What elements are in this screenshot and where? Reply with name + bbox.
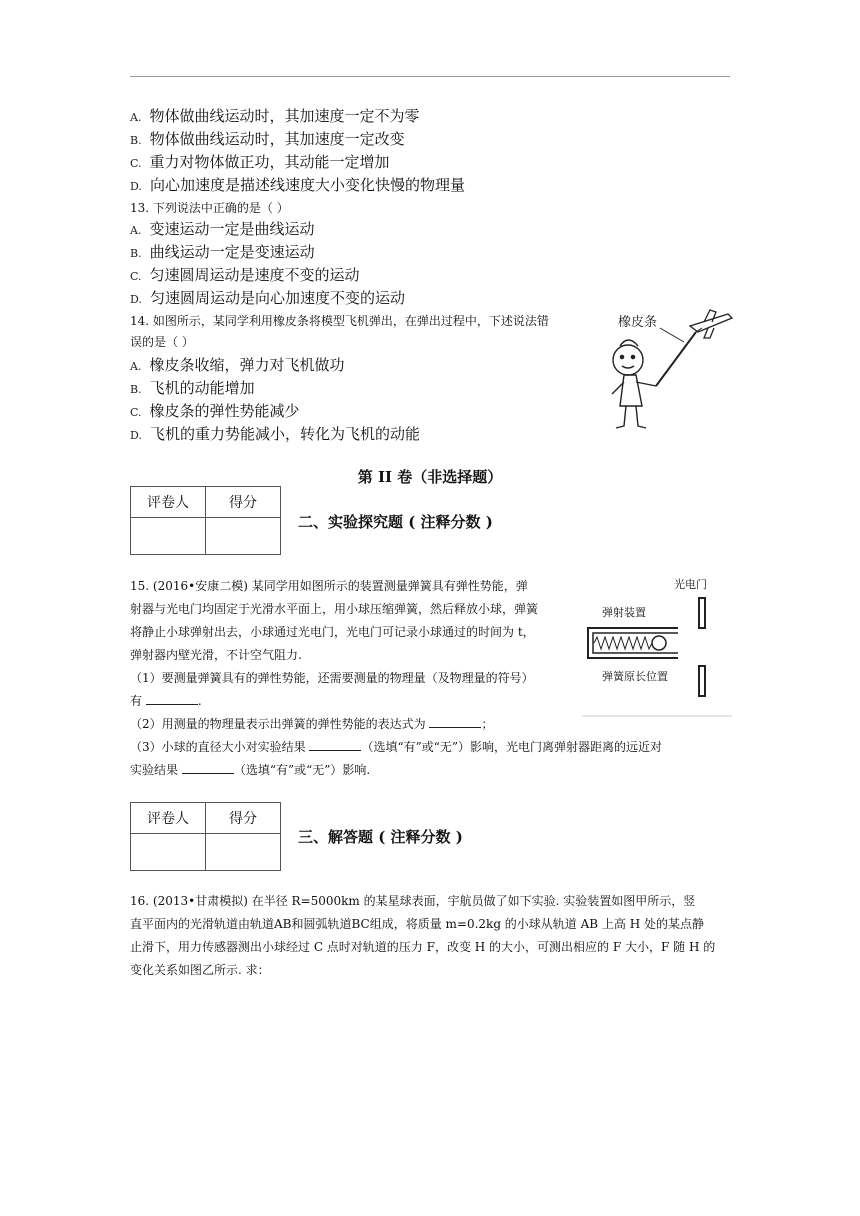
plane-icon (690, 310, 732, 338)
rubber-band-label: 橡皮条 (618, 315, 658, 330)
q15-figure (582, 570, 732, 720)
q14-option-d[interactable] (130, 423, 420, 444)
option-text: 飞机的动能增加 (149, 379, 255, 397)
option-letter: B. (130, 383, 142, 396)
q13-option-d[interactable] (130, 287, 405, 308)
q15-line: （1）要测量弹簧具有的弹性势能，还需要测量的物理量（及物理量的符号） (130, 671, 534, 685)
option-text: 匀速圆周运动是向心加速度不变的运动 (149, 289, 405, 307)
q15-line: 弹射器内壁光滑，不计空气阻力. (130, 648, 302, 662)
q14-figure (600, 302, 738, 438)
q13-option-c[interactable] (130, 264, 360, 285)
score-cell[interactable] (206, 518, 281, 555)
score-header: 得分 (206, 803, 281, 834)
q15-line-7: （2）用测量的物理量表示出弹簧的弹性势能的表达式为 ； (130, 717, 494, 731)
photogate-bottom (699, 666, 705, 696)
spring-icon (594, 637, 652, 649)
label-pointer (660, 328, 684, 342)
stick (656, 332, 696, 386)
score-table-2 (130, 802, 281, 871)
q14-stem-line2: 误的是（ ） (130, 335, 194, 349)
launcher-label: 弹射装置 (602, 606, 646, 619)
option-text: 物体做曲线运动时，其加速度一定不为零 (149, 107, 420, 125)
section2-title: 二、实验探究题 ( 注释分数 ) (298, 513, 493, 531)
option-text: 飞机的重力势能减小，转化为飞机的动能 (149, 425, 420, 443)
q12-option-b[interactable] (130, 128, 405, 149)
option-letter: C. (130, 406, 142, 419)
header-rule (130, 76, 730, 77)
q13-stem: 13. 下列说法中正确的是（ ） (130, 201, 289, 215)
q16-line: 直平面内的光滑轨道由轨道AB和圆弧轨道BC组成，将质量 m=0.2kg 的小球从轨道 AB 上高 H 处的某点静 (130, 917, 705, 931)
q15-body-cont (130, 713, 750, 782)
option-letter: D. (130, 293, 142, 306)
section3-title: 三、解答题 ( 注释分数 ) (298, 828, 463, 846)
answer-blank-4[interactable] (182, 761, 234, 774)
reviewer-header: 评卷人 (131, 487, 206, 518)
q13-option-a[interactable] (130, 218, 314, 239)
answer-blank-2[interactable] (429, 715, 481, 728)
q15-line-9: 实验结果 （选填“有”或“无”）影响. (130, 763, 371, 777)
q15-line: 将静止小球弹射出去，小球通过光电门，光电门可记录小球通过的时间为 t， (130, 625, 535, 639)
q16-line: 变化关系如图乙所示. 求： (130, 963, 270, 977)
option-text: 橡皮条收缩，弹力对飞机做功 (149, 356, 345, 374)
option-letter: D. (130, 429, 142, 442)
q15-line-6: 有 . (130, 694, 202, 708)
option-text: 曲线运动一定是变速运动 (149, 243, 315, 261)
q15-line: 15. (2016•安康二模) 某同学用如图所示的装置测量弹簧具有弹性势能，弹 (130, 579, 528, 593)
ball-icon (652, 636, 666, 650)
q13-option-b[interactable] (130, 241, 315, 262)
option-letter: A. (130, 224, 142, 237)
q15-body (130, 575, 570, 713)
option-text: 变速运动一定是曲线运动 (149, 220, 315, 238)
q16-body (130, 890, 750, 982)
gate-label: 光电门 (674, 578, 707, 591)
spring-position-label: 弹簧原长位置 (602, 670, 668, 683)
score-table-1 (130, 486, 281, 555)
q12-option-d[interactable] (130, 174, 465, 195)
photogate-top (699, 598, 705, 628)
option-letter: A. (130, 360, 142, 373)
q14-stem-line1: 14. 如图所示，某同学利用橡皮条将模型飞机弹出，在弹出过程中，下述说法错 (130, 314, 549, 328)
q15-line-8: （3）小球的直径大小对实验结果 （选填“有”或“无”）影响，光电门离弹射器距离的远近对 (130, 740, 663, 754)
q12-option-c[interactable] (130, 151, 390, 172)
option-text: 物体做曲线运动时，其加速度一定改变 (149, 130, 405, 148)
q16-line: 止滑下，用力传感器测出小球经过 C 点时对轨道的压力 F，改变 H 的大小，可测出相应的 F 大小，F 随 H 的 (130, 940, 716, 954)
option-text: 向心加速度是描述线速度大小变化快慢的物理量 (149, 176, 465, 194)
option-letter: D. (130, 180, 142, 193)
answer-blank-3[interactable] (309, 738, 361, 751)
q14-option-b[interactable] (130, 377, 255, 398)
option-letter: C. (130, 270, 142, 283)
score-header: 得分 (206, 487, 281, 518)
q15-line: 射器与光电门均固定于光滑水平面上，用小球压缩弹簧，然后释放小球，弹簧 (130, 602, 539, 616)
score-cell[interactable] (206, 834, 281, 871)
option-letter: B. (130, 134, 142, 147)
option-text: 重力对物体做正功，其动能一定增加 (149, 153, 390, 171)
reviewer-cell[interactable] (131, 834, 206, 871)
option-letter: C. (130, 157, 142, 170)
q14-option-a[interactable] (130, 354, 344, 375)
q14-option-c[interactable] (130, 400, 300, 421)
reviewer-header: 评卷人 (131, 803, 206, 834)
option-text: 匀速圆周运动是速度不变的运动 (149, 266, 360, 284)
option-text: 橡皮条的弹性势能减少 (149, 402, 300, 420)
child-figure-icon (612, 340, 656, 428)
part2-heading: 第 II 卷（非选择题） (357, 468, 503, 486)
reviewer-cell[interactable] (131, 518, 206, 555)
answer-blank-1[interactable] (146, 692, 198, 705)
q16-line: 16. (2013•甘肃模拟) 在半径 R=5000km 的某星球表面，宇航员做了如下实验. 实验装置如图甲所示，竖 (130, 894, 696, 908)
q12-option-a[interactable] (130, 105, 419, 126)
option-letter: B. (130, 247, 142, 260)
option-letter: A. (130, 111, 142, 124)
